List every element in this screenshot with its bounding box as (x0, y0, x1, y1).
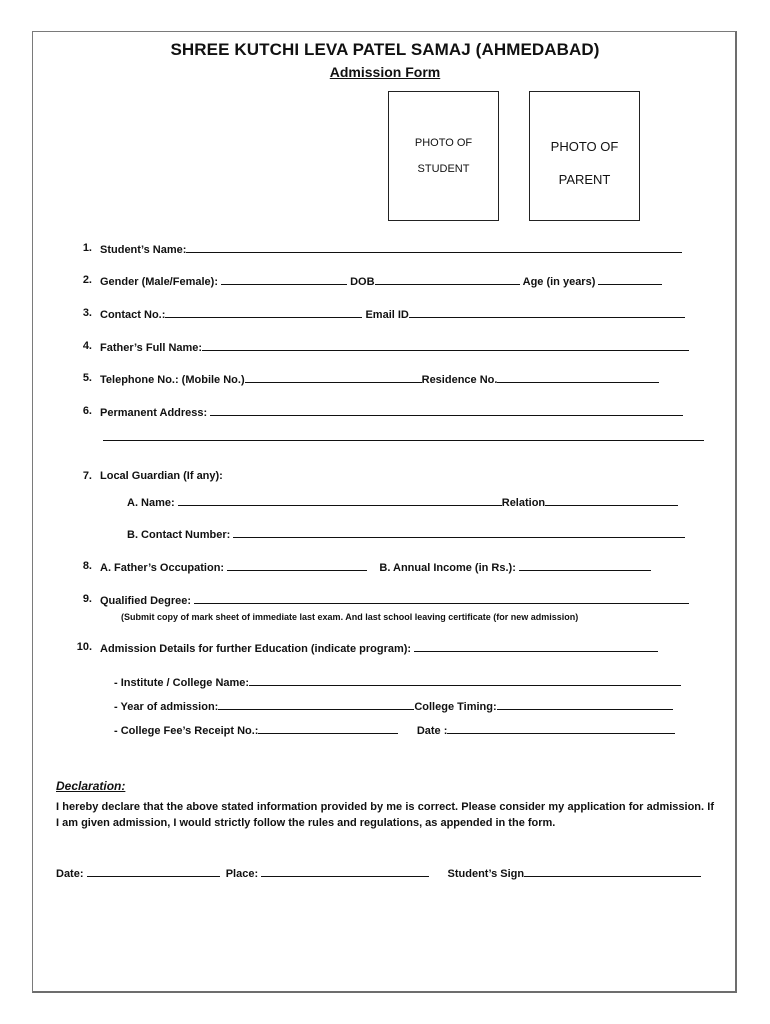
college-date-input[interactable] (447, 723, 675, 734)
year-label: - Year of admission: (114, 701, 219, 713)
father-name-label: Father’s Full Name: (100, 342, 203, 354)
gender-label: Gender (Male/Female): (100, 276, 218, 288)
father-name-input[interactable] (202, 340, 689, 351)
age-input[interactable] (598, 274, 662, 285)
sign-input[interactable] (524, 866, 701, 877)
parent-photo-label-1: PHOTO OF (550, 139, 619, 154)
year-input[interactable] (218, 699, 414, 710)
guardian-name-label: A. Name: (127, 497, 175, 509)
field-year-timing (114, 699, 673, 713)
form-subtitle: Admission Form (329, 64, 441, 80)
email-input[interactable] (409, 307, 685, 318)
item-number: 3. (82, 307, 92, 319)
college-date-label: Date : (416, 725, 448, 737)
residence-label: Residence No. (421, 374, 498, 386)
student-name-label: Student’s Name: (100, 244, 187, 256)
parent-photo-label-2: PARENT (558, 172, 611, 187)
address-label: Permanent Address: (100, 407, 208, 419)
declaration-heading: Declaration: (56, 779, 126, 793)
student-photo-box[interactable] (388, 91, 499, 221)
field-date-place-sign (56, 866, 701, 880)
degree-input[interactable] (194, 593, 689, 604)
item-number: 10. (76, 641, 92, 653)
guardian-contact-input[interactable] (233, 527, 685, 538)
place-input[interactable] (261, 866, 429, 877)
contact-input[interactable] (165, 307, 362, 318)
student-photo-label-1: PHOTO OF (414, 137, 473, 149)
age-label: Age (in years) (522, 276, 596, 288)
institute-label: - Institute / College Name: (114, 677, 250, 689)
mobile-input[interactable] (245, 372, 422, 383)
field-guardian-contact (127, 527, 685, 541)
item-number: 7. (82, 470, 92, 482)
receipt-label: - College Fee’s Receipt No.: (114, 725, 259, 737)
field-guardian-name (127, 495, 678, 509)
timing-input[interactable] (497, 699, 673, 710)
relation-label: Relation (501, 497, 546, 509)
date-input[interactable] (87, 866, 220, 877)
student-name-input[interactable] (186, 242, 682, 253)
timing-label: College Timing: (414, 701, 497, 713)
item-number: 9. (82, 593, 92, 605)
gender-input[interactable] (221, 274, 347, 285)
dob-label: DOB (350, 276, 375, 288)
income-label: B. Annual Income (in Rs.): (379, 562, 516, 574)
admission-details-label: Admission Details for further Education (indicate program): (100, 643, 412, 655)
field-institute (114, 675, 681, 689)
item-number: 6. (82, 405, 92, 417)
date-label: Date: (56, 868, 84, 880)
occupation-input[interactable] (227, 560, 367, 571)
sign-label: Student’s Sign (447, 868, 525, 880)
receipt-input[interactable] (258, 723, 398, 734)
declaration-text: I hereby declare that the above stated information provided by me is correct. Please consider my application for admission. If I am given admission, I would strictly follow the rules and regulations, as appended in the form. (56, 801, 714, 829)
student-photo-label-2: STUDENT (417, 163, 470, 175)
email-label: Email ID (365, 309, 409, 321)
guardian-contact-label: B. Contact Number: (127, 529, 231, 541)
mobile-label: Telephone No.: (Mobile No.) (100, 374, 245, 386)
address-input-line-2[interactable] (103, 440, 704, 441)
form-title: SHREE KUTCHI LEVA PATEL SAMAJ (AHMEDABAD) (170, 40, 600, 59)
place-label: Place: (225, 868, 259, 880)
income-input[interactable] (519, 560, 651, 571)
local-guardian-label: Local Guardian (If any): (100, 470, 223, 482)
contact-label: Contact No.: (100, 309, 166, 321)
address-input-line-1[interactable] (210, 405, 683, 416)
program-input[interactable] (414, 641, 658, 652)
degree-note: (Submit copy of mark sheet of immediate last exam. And last school leaving certificate (for new admission) (121, 612, 579, 622)
residence-input[interactable] (497, 372, 659, 383)
item-number: 1. (82, 242, 92, 254)
item-number: 8. (82, 560, 92, 572)
occupation-label: A. Father’s Occupation: (100, 562, 225, 574)
dob-input[interactable] (375, 274, 520, 285)
field-receipt-date (114, 723, 675, 737)
item-number: 2. (82, 274, 92, 286)
degree-label: Qualified Degree: (100, 595, 192, 607)
institute-input[interactable] (249, 675, 681, 686)
item-number: 5. (82, 372, 92, 384)
parent-photo-box[interactable] (529, 91, 640, 221)
item-number: 4. (82, 340, 92, 352)
relation-input[interactable] (545, 495, 678, 506)
guardian-name-input[interactable] (178, 495, 502, 506)
